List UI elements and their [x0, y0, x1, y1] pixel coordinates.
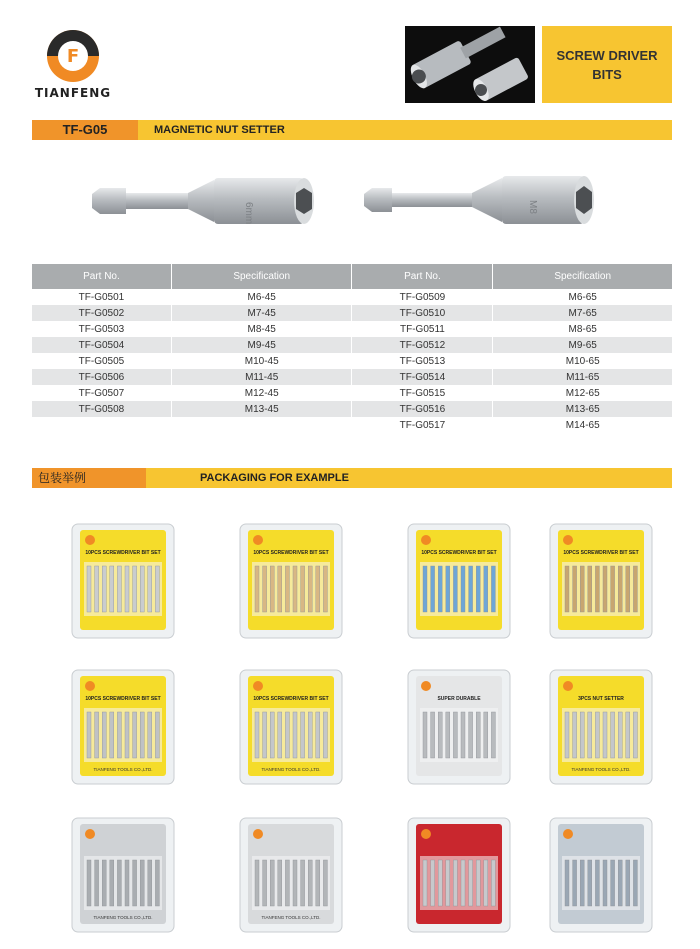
cell-specification: M7-65: [493, 305, 672, 321]
cell-specification: M13-65: [493, 401, 672, 417]
table-row: [32, 353, 672, 369]
table-header-row: [32, 264, 672, 289]
package-image: [238, 522, 344, 640]
category-box: [542, 26, 672, 103]
cell-part-no: TF-G0515: [352, 385, 493, 401]
packaging-title-cn: 包装举例: [32, 468, 146, 488]
cell-part-no: TF-G0508: [32, 401, 171, 417]
cell-specification: M8-65: [493, 321, 672, 337]
header-part-no: Part No.: [352, 264, 493, 289]
package-label: SUPER DURABLE: [437, 696, 481, 702]
package-label: 3PCS NUT SETTER: [578, 696, 624, 702]
table-row: [32, 289, 672, 305]
cell-specification: M14-65: [493, 417, 672, 433]
cell-specification: M11-65: [493, 369, 672, 385]
category-line-1: SCREW DRIVER: [556, 47, 658, 63]
package-image: [548, 668, 654, 786]
section-bar-packaging: [32, 468, 672, 488]
logo-letter: F: [66, 46, 80, 67]
cell-specification: M9-45: [171, 337, 352, 353]
cell-part-no: TF-G0512: [352, 337, 493, 353]
section-title: MAGNETIC NUT SETTER: [154, 124, 285, 136]
cell-specification: M7-45: [171, 305, 352, 321]
cell-part-no: TF-G0516: [352, 401, 493, 417]
cell-part-no: TF-G0505: [78, 355, 125, 367]
spec-table: [32, 264, 672, 433]
package-image: [238, 668, 344, 786]
cell-specification: [171, 417, 352, 433]
header-specification: Specification: [171, 264, 352, 289]
table-row: [32, 321, 672, 337]
package-label: 10PCS SCREWDRIVER BIT SET: [85, 696, 161, 702]
package-footer: TIANFENG TOOLS CO.,LTD.: [261, 767, 321, 772]
cell-part-no: TF-G0509: [352, 289, 493, 305]
package-image: [70, 668, 176, 786]
cell-part-no: TF-G0507: [78, 387, 125, 399]
cell-part-no: [32, 417, 171, 433]
brand-name: TIANFENG: [34, 86, 112, 100]
package-footer: TIANFENG TOOLS CO.,LTD.: [93, 915, 153, 920]
table-row: [32, 337, 672, 353]
size-mark: M8: [527, 200, 538, 214]
package-image: [406, 816, 512, 934]
cell-specification: M12-65: [493, 385, 672, 401]
package-image: [238, 816, 344, 934]
package-image: [548, 522, 654, 640]
cell-part-no: TF-G0502: [32, 305, 171, 321]
package-label: 10PCS SCREWDRIVER BIT SET: [253, 696, 329, 702]
cell-specification: M10-45: [171, 353, 352, 369]
table-row: [32, 305, 672, 321]
header-specification: Specification: [493, 264, 672, 289]
cell-specification: M10-65: [493, 353, 672, 369]
package-label: 10PCS SCREWDRIVER BIT SET: [85, 550, 161, 556]
package-footer: TIANFENG TOOLS CO.,LTD.: [93, 767, 153, 772]
package-image: [70, 522, 176, 640]
table-row: [32, 417, 672, 433]
cell-part-no: TF-G0506: [32, 369, 171, 385]
package-label: 10PCS SCREWDRIVER BIT SET: [563, 550, 639, 556]
package-image: [70, 816, 176, 934]
package-label: 10PCS SCREWDRIVER BIT SET: [253, 550, 329, 556]
product-code: TF-G05: [32, 120, 138, 140]
package-footer: TIANFENG TOOLS CO.,LTD.: [571, 767, 631, 772]
package-image: [406, 522, 512, 640]
cell-specification: M12-45: [171, 385, 352, 401]
header-part-no: Part No.: [32, 264, 171, 289]
nut-setter-short-image: [90, 166, 320, 238]
category-line-2: BITS: [592, 66, 622, 82]
cell-part-no: TF-G0514: [352, 369, 493, 385]
cell-specification: M6-65: [493, 289, 672, 305]
size-mark: 6mm: [243, 202, 254, 225]
cell-specification: M8-45: [171, 321, 352, 337]
hero-product-image: [405, 26, 535, 103]
cell-part-no: TF-G0517: [352, 417, 493, 433]
nut-setter-long-image: [362, 162, 602, 234]
cell-part-no: TF-G0503: [78, 323, 125, 335]
table-row: [32, 401, 672, 417]
package-footer: TIANFENG TOOLS CO.,LTD.: [261, 915, 321, 920]
cell-specification: M6-45: [171, 289, 352, 305]
cell-specification: M11-45: [171, 369, 352, 385]
table-row: [32, 369, 672, 385]
section-bar-nut-setter: [32, 120, 672, 140]
cell-part-no: TF-G0511: [352, 321, 493, 337]
packaging-title: PACKAGING FOR EXAMPLE: [200, 472, 349, 484]
cell-specification: M13-45: [171, 401, 352, 417]
cell-part-no: TF-G0501: [78, 291, 125, 303]
cell-part-no: TF-G0513: [352, 353, 493, 369]
cell-specification: M9-65: [493, 337, 672, 353]
package-label: 10PCS SCREWDRIVER BIT SET: [421, 550, 497, 556]
cell-part-no: TF-G0504: [32, 337, 171, 353]
package-image: [548, 816, 654, 934]
cell-part-no: TF-G0510: [352, 305, 493, 321]
package-image: [406, 668, 512, 786]
table-row: [32, 385, 672, 401]
